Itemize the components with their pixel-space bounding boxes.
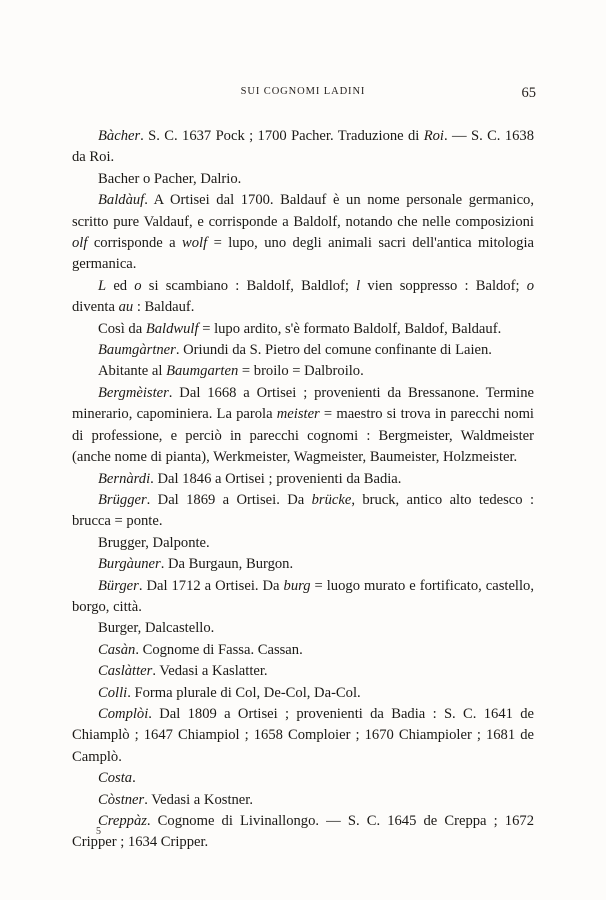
entry-headword: Bürger — [98, 577, 139, 594]
entry-text: = maestro si trova in parecchi nomi di professione, e perciò in parecchi cognomi : Bergmeister, Waldmeister (anche nome di pianta), Werkmeister, Wagmeister, Baumeister, Holzmeister. — [72, 406, 534, 466]
entry-text: : Baldauf. — [133, 299, 195, 316]
entry-headword: burg — [283, 577, 311, 594]
entry-text: . Forma plurale di Col, De-Col, Da-Col. — [127, 684, 361, 701]
entry-paragraph — [72, 469, 534, 490]
entry-text: Burger, Dalcastello. — [98, 620, 215, 637]
entry-paragraph — [72, 340, 534, 361]
entry-paragraph — [72, 576, 534, 619]
entry-headword: Colli — [98, 684, 128, 701]
entry-headword: Bernàrdi — [98, 470, 151, 487]
entry-headword: Creppàz — [98, 813, 147, 829]
entry-headword: Roi — [423, 128, 444, 144]
entry-text: ed — [106, 277, 135, 294]
entry-paragraph — [72, 618, 534, 639]
entry-headword: Baldwulf — [145, 320, 199, 337]
entry-headword: Brügger — [98, 491, 147, 508]
entry-paragraph — [72, 383, 534, 469]
entry-headword: Bàcher — [98, 128, 141, 144]
entry-text: diventa — [72, 299, 119, 316]
entry-text: = luogo murato e fortificato, castello, borgo, città. — [72, 577, 534, 615]
entry-paragraph — [72, 768, 534, 789]
entry-text: corrisponde a — [87, 235, 183, 252]
entry-paragraph — [72, 640, 534, 661]
entry-text: = lupo, uno degli animali sacri dell'antica mitologia germanica. — [72, 235, 534, 273]
entry-headword: olf — [72, 235, 88, 252]
entry-headword: wolf — [182, 235, 208, 252]
entry-headword: Còstner — [98, 791, 145, 808]
entry-paragraph — [72, 661, 534, 682]
entry-paragraph — [72, 276, 534, 319]
entry-paragraph — [72, 790, 534, 811]
entry-paragraph — [72, 683, 534, 704]
entry-paragraph — [72, 704, 534, 768]
running-head — [72, 86, 534, 104]
running-title: SUI COGNOMI LADINI — [240, 86, 366, 97]
entry-text: . A Ortisei dal 1700. Baldauf è un nome personale germanico, scritto pure Valdauf, e corrisponde a Baldolf, notando che nelle composizioni — [72, 192, 534, 230]
entry-text: . Cognome di Livinallongo. — S. C. 1645 de Creppa ; 1672 Cripper ; 1634 Cripper. — [72, 813, 534, 851]
entry-paragraph — [72, 319, 534, 340]
entry-text: . Oriundi da S. Pietro del comune confinante di Laien. — [175, 342, 492, 359]
entry-paragraph — [72, 554, 534, 575]
entry-headword: brücke — [311, 491, 352, 508]
entry-headword: L — [98, 277, 107, 294]
entry-paragraph — [72, 490, 534, 533]
page-content — [72, 86, 534, 854]
entry-text: . Vedasi a Kaslatter. — [152, 663, 268, 680]
entry-text: , bruck, antico alto tedesco : brucca = ponte. — [72, 491, 534, 530]
entry-text: . — [132, 770, 136, 787]
entry-text: . — S. C. 1638 da Roi. — [72, 128, 535, 166]
entry-paragraph — [72, 533, 534, 554]
entry-headword: Baldàuf — [98, 192, 145, 209]
entry-headword: o — [134, 277, 142, 294]
entry-headword: au — [118, 299, 134, 316]
entry-text: . Dal 1846 a Ortisei ; provenienti da Badia. — [150, 470, 402, 487]
entry-paragraph — [72, 169, 534, 190]
entry-headword: Complòi — [98, 705, 149, 722]
entry-paragraph — [72, 811, 534, 854]
body-text — [72, 126, 534, 854]
entry-text: Abitante al — [98, 363, 167, 380]
entry-text: . S. C. 1637 Pock ; 1700 Pacher. Traduzione di — [140, 128, 424, 144]
entry-text: Così da — [98, 320, 146, 337]
entry-headword: Costa — [98, 770, 133, 787]
entry-text: . Dal 1712 a Ortisei. Da — [138, 577, 284, 594]
entry-headword: l — [356, 277, 361, 294]
entry-text: = lupo ardito, s'è formato Baldolf, Baldof, Baldauf. — [198, 320, 502, 337]
entry-headword: Burgàuner — [98, 556, 161, 573]
entry-paragraph — [72, 190, 534, 276]
entry-text: Brugger, Dalponte. — [98, 534, 210, 551]
entry-text: . Vedasi a Kostner. — [144, 791, 253, 808]
entry-paragraph — [72, 361, 534, 382]
entry-headword: Caslàtter — [98, 663, 153, 680]
entry-headword: Baumgàrtner — [98, 342, 176, 359]
entry-paragraph — [72, 126, 534, 169]
entry-text: vien soppresso : Baldof; — [360, 277, 527, 294]
signature-mark: 5 — [96, 826, 101, 837]
entry-headword: o — [526, 277, 534, 294]
entry-headword: meister — [276, 406, 320, 423]
entry-headword: Bergmèister — [98, 384, 169, 401]
page-number: 65 — [521, 85, 536, 101]
entry-headword: Baumgarten — [166, 363, 239, 380]
entry-headword: Casàn — [98, 641, 136, 658]
entry-text: . Cognome di Fassa. Cassan. — [135, 641, 303, 658]
entry-text: . Da Burgaun, Burgon. — [160, 556, 294, 573]
entry-text: . Dal 1668 a Ortisei ; provenienti da Bressanone. Termine minerario, capominiera. La parola — [72, 384, 534, 423]
entry-text: Bacher o Pacher, Dalrio. — [98, 170, 242, 187]
entry-text: . Dal 1809 a Ortisei ; provenienti da Badia : S. C. 1641 de Chiamplò ; 1647 Chiampiol ; 1658 Comploier ; 1670 Chiampioler ; 1681 de Camplò. — [72, 705, 534, 765]
entry-text: = broilo = Dalbroilo. — [238, 363, 364, 380]
entry-text: si scambiano : Baldolf, Baldlof; — [141, 277, 357, 294]
entry-text: . Dal 1869 a Ortisei. Da — [146, 491, 312, 508]
